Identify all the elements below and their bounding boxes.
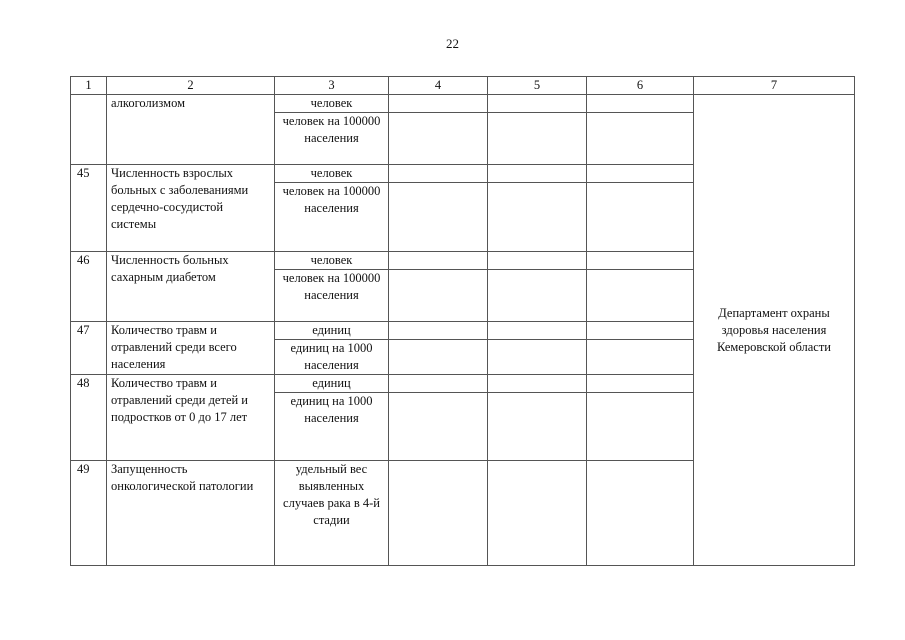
value-cell bbox=[587, 322, 694, 340]
unit-cell: человек bbox=[275, 165, 389, 183]
value-cell bbox=[389, 322, 488, 340]
value-cell bbox=[587, 165, 694, 183]
value-cell bbox=[488, 461, 587, 566]
column-header: 6 bbox=[587, 77, 694, 95]
value-cell bbox=[587, 183, 694, 252]
value-cell bbox=[488, 270, 587, 322]
table-row bbox=[71, 95, 855, 113]
unit-cell: единиц на 1000 населения bbox=[275, 340, 389, 375]
unit-cell: удельный вес выявленных случаев рака в 4-й стадии bbox=[275, 461, 389, 566]
value-cell bbox=[389, 95, 488, 113]
value-cell bbox=[488, 340, 587, 375]
unit-cell: единиц bbox=[275, 375, 389, 393]
value-cell bbox=[488, 322, 587, 340]
value-cell bbox=[389, 183, 488, 252]
page-number: 22 bbox=[446, 36, 459, 51]
value-cell bbox=[488, 113, 587, 165]
indicator-name: Запущенность онкологической патологии bbox=[107, 461, 275, 566]
value-cell bbox=[587, 270, 694, 322]
value-cell bbox=[389, 113, 488, 165]
indicator-name: Численность взрослых больных с заболеваниями сердечно-сосудистой системы bbox=[107, 165, 275, 252]
value-cell bbox=[587, 113, 694, 165]
value-cell bbox=[488, 183, 587, 252]
value-cell bbox=[488, 95, 587, 113]
value-cell bbox=[587, 340, 694, 375]
indicator-name: Количество травм и отравлений среди детей и подростков от 0 до 17 лет bbox=[107, 375, 275, 461]
unit-cell: человек bbox=[275, 252, 389, 270]
value-cell bbox=[389, 165, 488, 183]
unit-cell: человек bbox=[275, 95, 389, 113]
row-number: 46 bbox=[71, 252, 107, 322]
value-cell bbox=[389, 375, 488, 393]
value-cell bbox=[389, 270, 488, 322]
unit-cell: единиц на 1000 населения bbox=[275, 393, 389, 461]
value-cell bbox=[488, 252, 587, 270]
column-header: 7 bbox=[694, 77, 855, 95]
unit-cell: человек на 100000 населения bbox=[275, 183, 389, 252]
value-cell bbox=[488, 165, 587, 183]
column-header: 2 bbox=[107, 77, 275, 95]
column-header: 5 bbox=[488, 77, 587, 95]
row-number bbox=[71, 95, 107, 165]
indicator-name: Количество травм и отравлений среди всего населения bbox=[107, 322, 275, 375]
row-number: 45 bbox=[71, 165, 107, 252]
value-cell bbox=[587, 375, 694, 393]
row-number: 48 bbox=[71, 375, 107, 461]
column-header: 3 bbox=[275, 77, 389, 95]
value-cell bbox=[389, 340, 488, 375]
indicators-table bbox=[70, 76, 855, 566]
value-cell bbox=[488, 375, 587, 393]
indicator-name: алкоголизмом bbox=[107, 95, 275, 165]
unit-cell: единиц bbox=[275, 322, 389, 340]
unit-cell: человек на 100000 населения bbox=[275, 270, 389, 322]
value-cell bbox=[587, 461, 694, 566]
header-row bbox=[71, 77, 855, 95]
value-cell bbox=[389, 252, 488, 270]
unit-cell: человек на 100000 населения bbox=[275, 113, 389, 165]
column-header: 4 bbox=[389, 77, 488, 95]
value-cell bbox=[587, 95, 694, 113]
value-cell bbox=[488, 393, 587, 461]
column-header: 1 bbox=[71, 77, 107, 95]
value-cell bbox=[389, 461, 488, 566]
value-cell bbox=[587, 393, 694, 461]
value-cell bbox=[587, 252, 694, 270]
value-cell bbox=[389, 393, 488, 461]
indicator-name: Численность больных сахарным диабетом bbox=[107, 252, 275, 322]
executor-cell: Департамент охраны здоровья населения Кемеровской области bbox=[694, 95, 855, 566]
row-number: 49 bbox=[71, 461, 107, 566]
row-number: 47 bbox=[71, 322, 107, 375]
